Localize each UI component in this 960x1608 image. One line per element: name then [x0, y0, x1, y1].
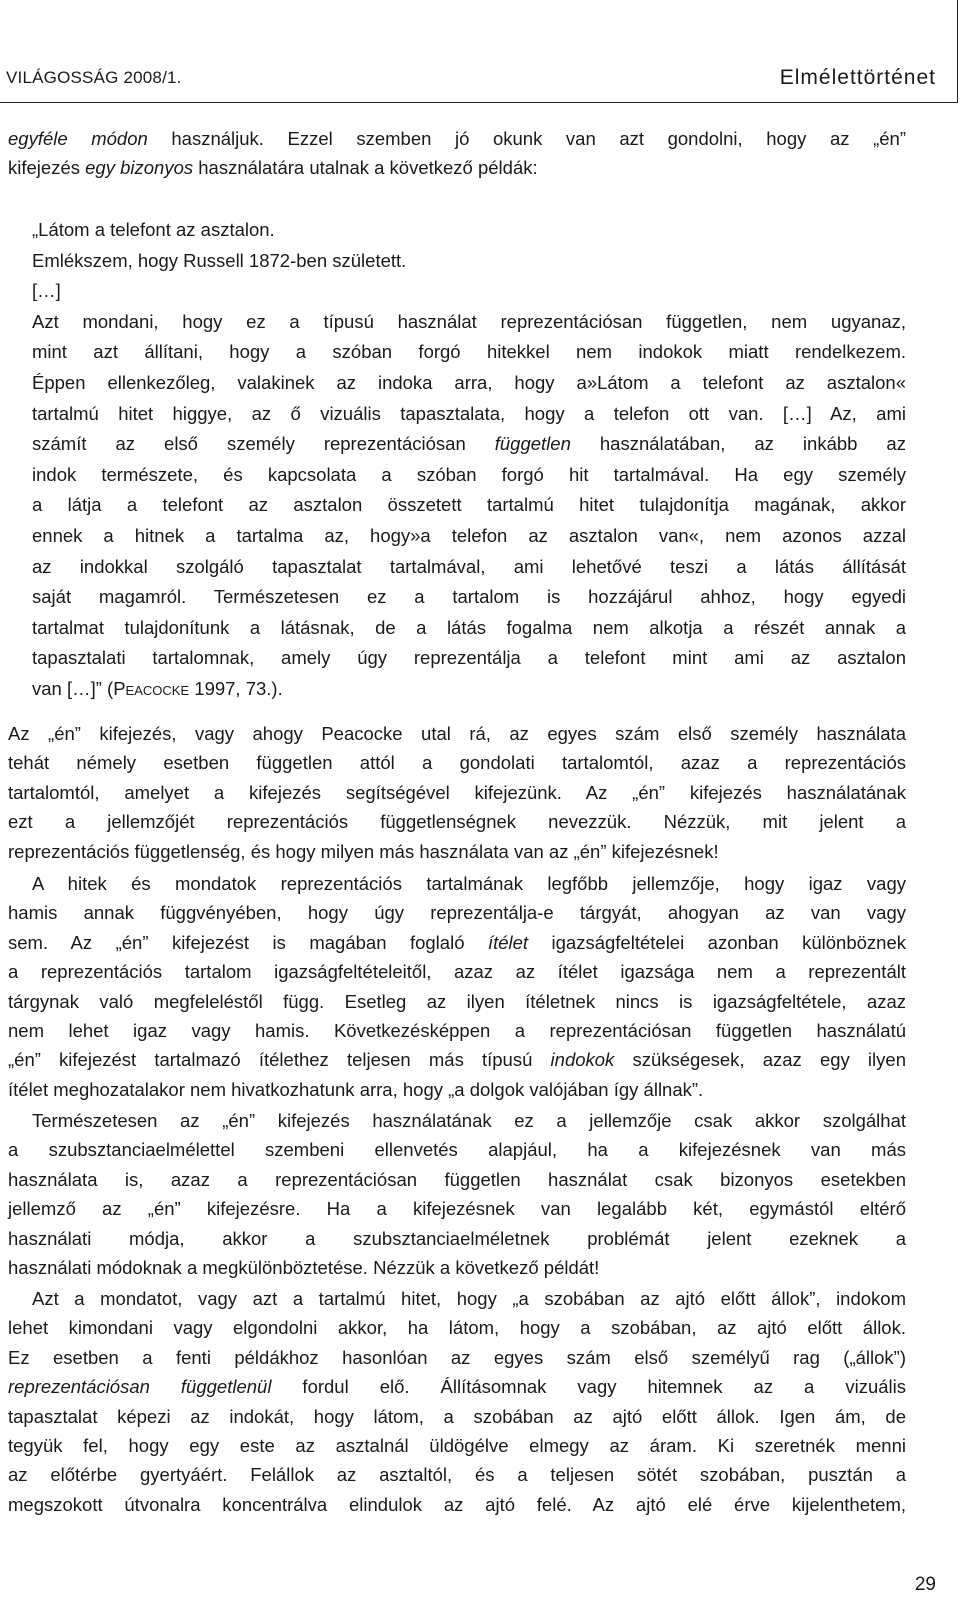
- text-line: [8, 1372, 906, 1401]
- text-run: sem. Az „én” kifejezést is magában foglaló: [8, 931, 488, 953]
- text-line: [8, 124, 906, 153]
- text-line: tehát némely esetben független attól a gondolati tartalomtól, azaz a reprezentációs: [8, 752, 906, 774]
- text-line: lehet kimondani vagy elgondolni akkor, ha látom, hogy a szobában, az ajtó előtt állok.: [8, 1317, 906, 1339]
- quote-line: [32, 674, 906, 705]
- text-line: Azt a mondatot, vagy azt a tartalmú hitet, hogy „a szobában az ajtó előtt állok”, indokom: [32, 1288, 906, 1309]
- quote-line: az indokkal szolgáló tapasztalat tartalmával, ami lehetővé teszi a látás állítását: [32, 555, 906, 577]
- header-rule: [0, 102, 957, 103]
- quote-line: Emlékszem, hogy Russell 1872-ben született.: [32, 249, 407, 271]
- quote-line: mint azt állítani, hogy a szóban forgó hitekkel nem indokok miatt rendelkezem.: [32, 341, 906, 363]
- text-run: használatában, az inkább az: [570, 433, 906, 455]
- text-line: hamis annak függvényében, hogy úgy reprezentálja-e tárgyát, ahogyan az van vagy: [8, 902, 906, 924]
- text-run: „én” kifejezést tartalmazó ítélethez teljesen más típusú: [8, 1049, 551, 1071]
- text-line: tapasztalat képezi az indokát, hogy látom, a szobában az ajtó előtt állok. Igen ám, de: [8, 1405, 906, 1427]
- quote-line: tartalmú hitet higgye, az ő vizuális tapasztalata, hogy a telefon ott van. […] Az, ami: [32, 402, 906, 424]
- text-line: ezt a jellemzőjét reprezentációs függetlenségnek nevezzük. Nézzük, mit jelent a: [8, 811, 906, 833]
- emphasis: reprezentációsan függetlenül: [8, 1376, 272, 1398]
- quote-line: [32, 429, 906, 460]
- quote-line: Éppen ellenkezőleg, valakinek az indoka arra, hogy a»Látom a telefont az asztalon«: [32, 371, 906, 393]
- quote-line: a látja a telefont az asztalon összetett tartalmú hitet tulajdonítja magának, akkor: [32, 494, 906, 516]
- text-line: [8, 153, 906, 182]
- text-run: számít az első személy reprezentációsan: [32, 433, 495, 455]
- text-line: tegyük fel, hogy egy este az asztalnál üldögélve elmegy az áram. Ki szeretnék menni: [8, 1435, 906, 1457]
- text-line: A hitek és mondatok reprezentációs tartalmának legfőbb jellemzője, hogy igaz vagy: [32, 873, 906, 894]
- emphasis: ítélet: [487, 931, 529, 953]
- quote-line: indok természete, és kapcsolata a szóban forgó hit tartalmával. Ha egy személy: [32, 463, 906, 485]
- text-run: igazságfeltételei azonban különböznek: [528, 931, 906, 953]
- quote-line: ennek a hitnek a tartalma az, hogy»a telefon az asztalon van«, nem azonos azzal: [32, 524, 906, 546]
- text-line: használati módoknak a megkülönböztetése. Nézzük a következő példát!: [8, 1257, 600, 1279]
- text-line: ítélet meghozatalakor nem hivatkozhatunk arra, hogy „a dolgok valójában így állnak”.: [8, 1078, 704, 1100]
- intro-paragraph: [8, 124, 906, 183]
- quote-line: saját magamról. Természetesen ez a tartalom is hozzájárul ahhoz, hogy egyedi: [32, 586, 906, 608]
- quote-line: […]: [32, 280, 61, 302]
- text-line: megszokott útvonalra koncentrálva elindulok az ajtó felé. Az ajtó elé érve kijelenthetem,: [8, 1493, 906, 1515]
- emphasis: független: [494, 433, 571, 455]
- section-title: Elmélettörténet: [779, 66, 936, 89]
- paragraph: [8, 869, 906, 1104]
- block-quote: [32, 215, 906, 705]
- author-name: Peacocke: [113, 677, 190, 699]
- text-line: jellemző az „én” kifejezésre. Ha a kifejezésnek van legalább két, egymástól eltérő: [8, 1198, 906, 1220]
- quote-line: Azt mondani, hogy ez a típusú használat reprezentációsan független, nem ugyanaz,: [32, 310, 906, 332]
- emphasis: indokok: [550, 1049, 615, 1071]
- emphasis: egyféle módon: [8, 128, 148, 149]
- text-run: 1997, 73.).: [189, 677, 283, 699]
- page-number: 29: [914, 1574, 936, 1595]
- text-line: nem lehet igaz vagy hamis. Következésképpen a reprezentációsan független használatú: [8, 1020, 906, 1042]
- text-run: használatára utalnak a következő példák:: [193, 157, 538, 179]
- header-corner-rule: [957, 0, 958, 103]
- quote-line: tartalmat tulajdonítunk a látásnak, de a látás fogalma nem alkotja a részét annak a: [32, 616, 906, 638]
- text-run: kifejezés: [8, 157, 86, 179]
- quote-line: „Látom a telefont az asztalon.: [32, 219, 275, 240]
- paragraph: [8, 1106, 906, 1282]
- journal-issue: VILÁGOSSÁG 2008/1.: [6, 68, 182, 87]
- text-line: Ez esetben a fenti példákhoz hasonlóan az egyes szám első személyű rag („állok”): [8, 1346, 906, 1368]
- text-line: [8, 928, 906, 957]
- text-line: tartalomtól, amelyet a kifejezés segítségével kifejezünk. Az „én” kifejezés használatának: [8, 781, 906, 803]
- paragraph: [8, 1284, 906, 1519]
- text-line: használati módja, akkor a szubsztanciaelméletnek problémát jelent ezeknek a: [8, 1227, 906, 1249]
- paragraph: [8, 719, 906, 866]
- text-line: [8, 1045, 906, 1074]
- text-run: fordul elő. Állításomnak vagy hitemnek az a vizuális: [271, 1376, 906, 1398]
- text-line: a szubsztanciaelmélettel szembeni ellenvetés alapjául, ha a kifejezésnek van más: [8, 1139, 906, 1161]
- quote-line: tapasztalati tartalomnak, amely úgy reprezentálja a telefont mint ami az asztalon: [32, 647, 906, 669]
- text-line: a reprezentációs tartalom igazságfeltételeitől, azaz az ítélet igazsága nem a reprezentált: [8, 961, 906, 983]
- text-run: van […]” (: [32, 677, 114, 699]
- text-line: Az „én” kifejezés, vagy ahogy Peacocke utal rá, az egyes szám első személy használata: [8, 723, 906, 744]
- text-line: az előtérbe gyertyáért. Felállok az asztaltól, és a teljesen sötét szobában, pusztán a: [8, 1464, 906, 1486]
- text-line: Természetesen az „én” kifejezés használatának ez a jellemzője csak akkor szolgálhat: [32, 1110, 906, 1131]
- text-line: tárgynak való megfeleléstől függ. Esetleg az ilyen ítéletnek nincs is igazságfeltétele, azaz: [8, 990, 906, 1012]
- text-run: szükségesek, azaz egy ilyen: [614, 1049, 906, 1071]
- text-run: használjuk. Ezzel szemben jó okunk van azt gondolni, hogy az „én”: [147, 128, 906, 149]
- text-line: reprezentációs függetlenség, és hogy milyen más használata van az „én” kifejezésnek!: [8, 840, 719, 862]
- emphasis: egy bizonyos: [85, 157, 194, 179]
- text-line: használata is, azaz a reprezentációsan független használat csak bizonyos esetekben: [8, 1168, 906, 1190]
